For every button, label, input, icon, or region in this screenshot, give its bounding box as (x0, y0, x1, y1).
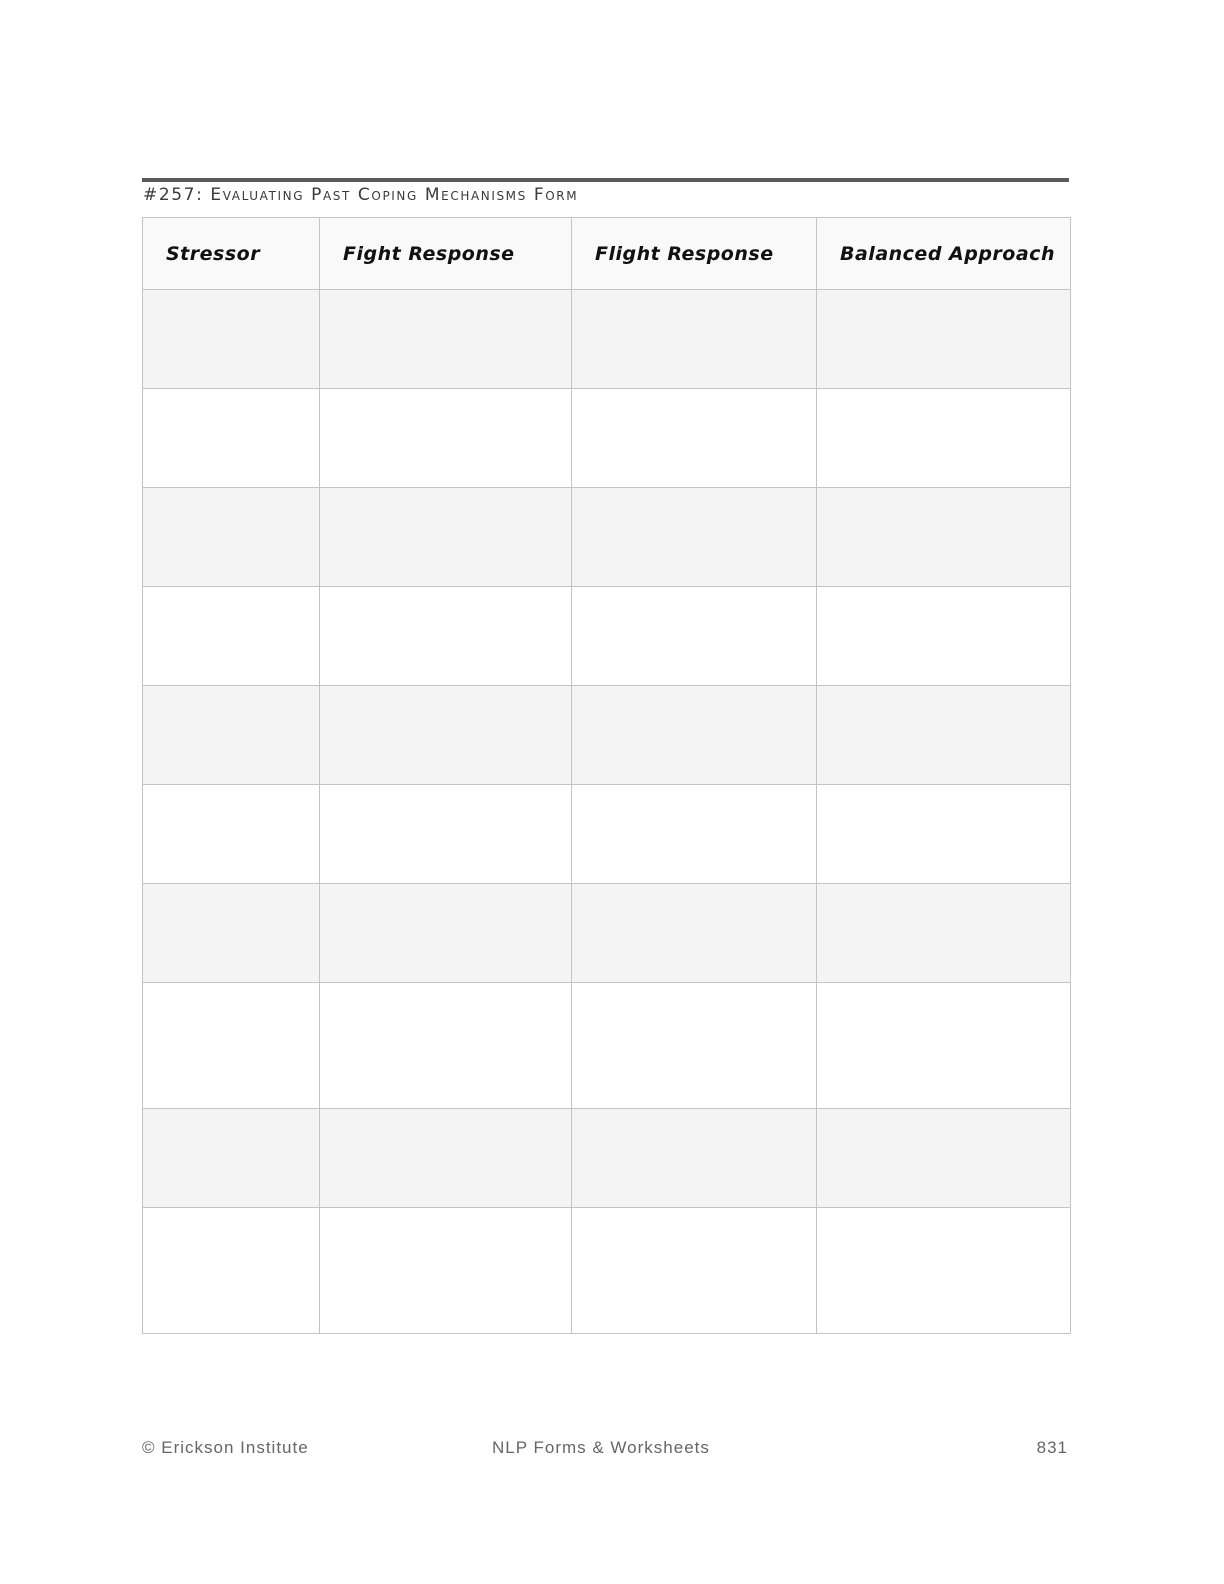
column-header-stressor: Stressor (143, 218, 320, 290)
stressor-cell[interactable] (143, 1208, 320, 1334)
balanced-approach-cell[interactable] (817, 389, 1071, 488)
fight-response-cell[interactable] (320, 488, 572, 587)
balanced-approach-cell[interactable] (817, 290, 1071, 389)
flight-response-cell[interactable] (572, 1109, 817, 1208)
table-row (143, 884, 1071, 983)
stressor-cell[interactable] (143, 290, 320, 389)
flight-response-cell[interactable] (572, 686, 817, 785)
stressor-cell[interactable] (143, 587, 320, 686)
stressor-cell[interactable] (143, 884, 320, 983)
fight-response-cell[interactable] (320, 1109, 572, 1208)
table-row (143, 983, 1071, 1109)
flight-response-cell[interactable] (572, 290, 817, 389)
fight-response-cell[interactable] (320, 983, 572, 1109)
fight-response-cell[interactable] (320, 686, 572, 785)
fight-response-cell[interactable] (320, 587, 572, 686)
flight-response-cell[interactable] (572, 389, 817, 488)
table-row (143, 785, 1071, 884)
flight-response-cell[interactable] (572, 488, 817, 587)
header-row (143, 218, 1071, 290)
column-header-flight-response: Flight Response (572, 218, 817, 290)
stressor-cell[interactable] (143, 785, 320, 884)
flight-response-cell[interactable] (572, 1208, 817, 1334)
balanced-approach-cell[interactable] (817, 1109, 1071, 1208)
column-header-fight-response: Fight Response (320, 218, 572, 290)
footer-copyright: © Erickson Institute (142, 1438, 309, 1457)
flight-response-cell[interactable] (572, 983, 817, 1109)
table-row (143, 1109, 1071, 1208)
table-row (143, 686, 1071, 785)
table-row (143, 290, 1071, 389)
table-row (143, 587, 1071, 686)
balanced-approach-cell[interactable] (817, 488, 1071, 587)
table-row (143, 1208, 1071, 1334)
table-row (143, 488, 1071, 587)
flight-response-cell[interactable] (572, 884, 817, 983)
balanced-approach-cell[interactable] (817, 1208, 1071, 1334)
balanced-approach-cell[interactable] (817, 587, 1071, 686)
fight-response-cell[interactable] (320, 1208, 572, 1334)
stressor-cell[interactable] (143, 983, 320, 1109)
title-rule (142, 178, 1069, 182)
balanced-approach-cell[interactable] (817, 785, 1071, 884)
stressor-cell[interactable] (143, 686, 320, 785)
table-row (143, 389, 1071, 488)
form-title: #257: Evaluating Past Coping Mechanisms Form (143, 185, 579, 205)
footer-book-title: NLP Forms & Worksheets (492, 1438, 710, 1457)
flight-response-cell[interactable] (572, 785, 817, 884)
footer-page-number: 831 (1036, 1438, 1068, 1457)
fight-response-cell[interactable] (320, 884, 572, 983)
fight-response-cell[interactable] (320, 290, 572, 389)
stressor-cell[interactable] (143, 1109, 320, 1208)
balanced-approach-cell[interactable] (817, 983, 1071, 1109)
balanced-approach-cell[interactable] (817, 686, 1071, 785)
flight-response-cell[interactable] (572, 587, 817, 686)
worksheet-table (142, 217, 1071, 1334)
column-header-balanced-approach: Balanced Approach (817, 218, 1071, 290)
stressor-cell[interactable] (143, 389, 320, 488)
balanced-approach-cell[interactable] (817, 884, 1071, 983)
stressor-cell[interactable] (143, 488, 320, 587)
fight-response-cell[interactable] (320, 389, 572, 488)
fight-response-cell[interactable] (320, 785, 572, 884)
